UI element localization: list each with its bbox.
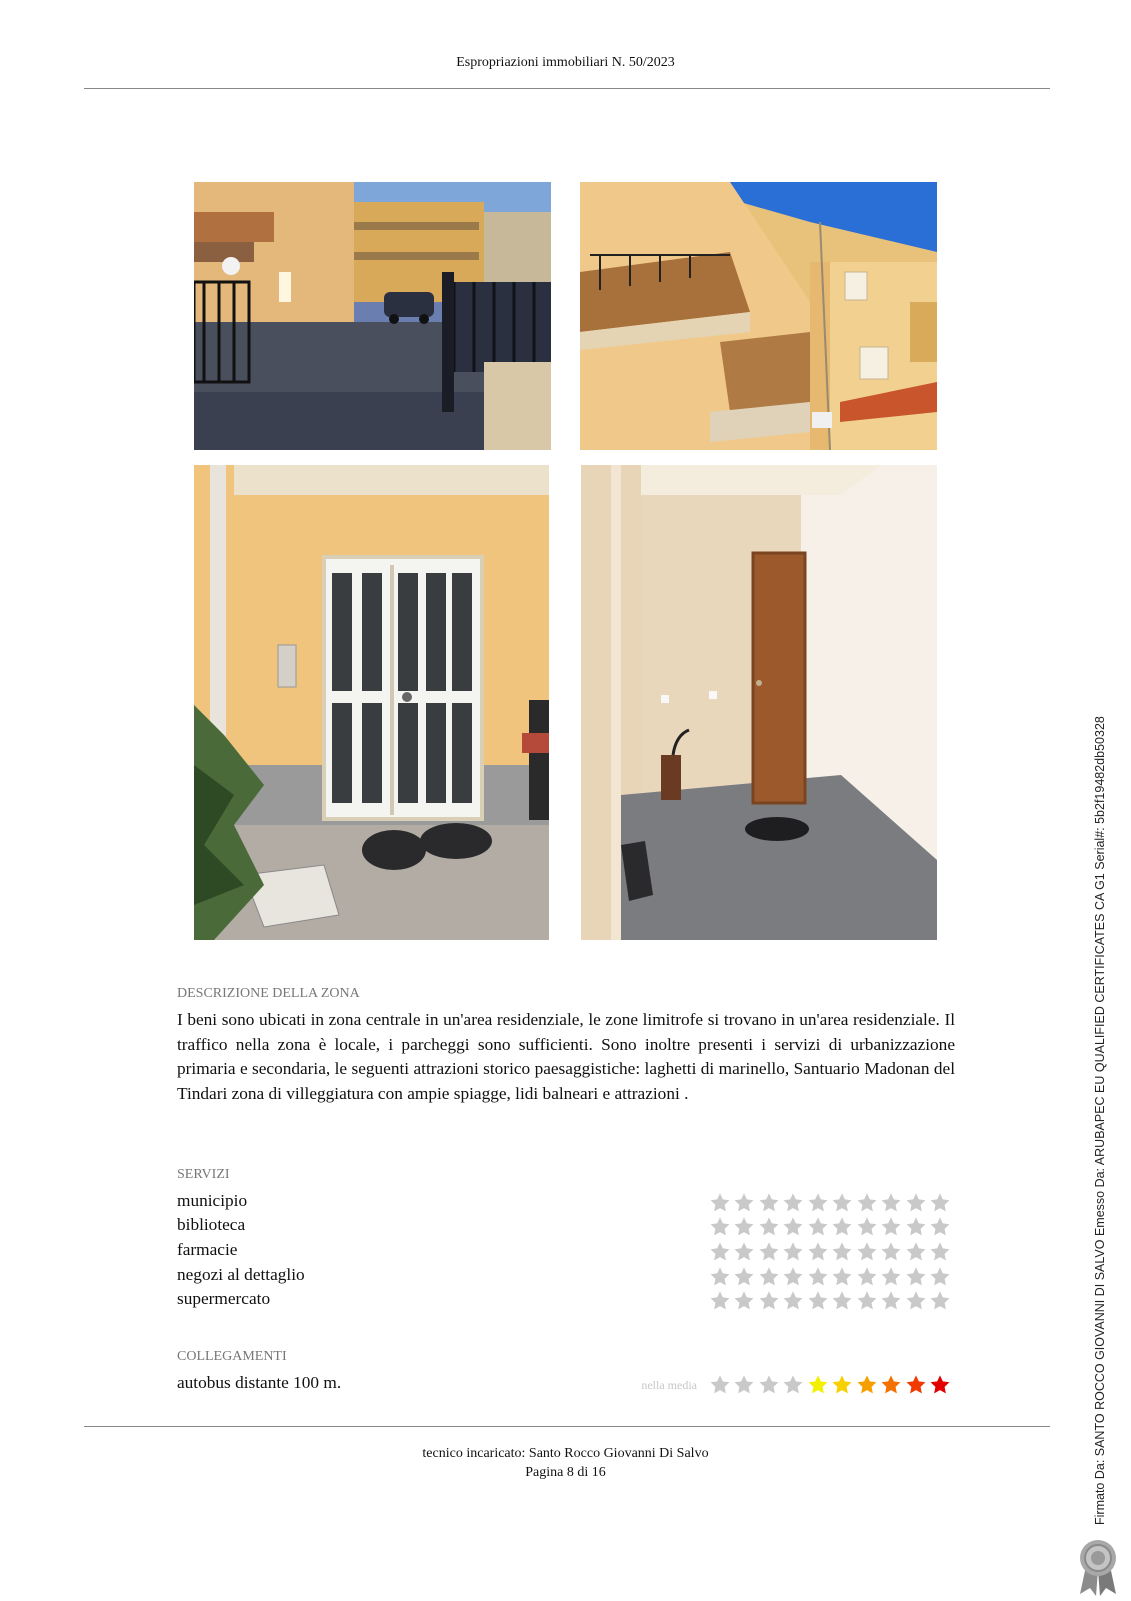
connections-section-title: COLLEGAMENTI: [177, 1349, 287, 1364]
zone-description: I beni sono ubicati in zona centrale in un'area residenziale, le zone limitrofe si trovano in un'area residenziale. Il traffico nella zona è locale, i parcheggi sono sufficienti. Sono inoltre presenti i servizi di urbanizzazione primaria e secondaria, le seguenti attrazioni storico paesaggistiche: laghetti di marinello, Santuario Madonan del Tindari zona di villeggiatura con ampie spiagge, lidi balneari e attrazioni .: [177, 1010, 955, 1103]
star-filled-icon: [831, 1374, 853, 1396]
photo-facade: [580, 182, 937, 450]
star-filled-icon: [880, 1374, 902, 1396]
service-row: [177, 1240, 955, 1264]
star-empty-icon: [929, 1192, 951, 1214]
digital-signature-text: Firmato Da: SANTO ROCCO GIOVANNI DI SALVO Emesso Da: ARUBAPEC EU QUALIFIED CERTIFICATES CA G1 Serial#: 5b2f19482db50328: [1093, 716, 1107, 1525]
service-label: municipio: [177, 1191, 248, 1210]
star-empty-icon: [929, 1290, 951, 1312]
service-row: [177, 1215, 955, 1239]
star-empty-icon: [758, 1216, 780, 1238]
star-empty-icon: [758, 1290, 780, 1312]
star-empty-icon: [733, 1192, 755, 1214]
star-empty-icon: [831, 1192, 853, 1214]
star-empty-icon: [709, 1374, 731, 1396]
star-empty-icon: [880, 1216, 902, 1238]
footer-divider: [84, 1426, 1050, 1427]
star-empty-icon: [782, 1266, 804, 1288]
star-empty-icon: [856, 1241, 878, 1263]
connection-row: [177, 1373, 955, 1397]
star-empty-icon: [905, 1266, 927, 1288]
service-label: farmacie: [177, 1240, 238, 1259]
star-empty-icon: [929, 1266, 951, 1288]
star-rating: [709, 1216, 952, 1238]
star-rating: [709, 1266, 952, 1288]
service-row: [177, 1191, 955, 1215]
star-empty-icon: [905, 1192, 927, 1214]
star-empty-icon: [709, 1290, 731, 1312]
star-filled-icon: [856, 1374, 878, 1396]
star-filled-icon: [807, 1374, 829, 1396]
star-empty-icon: [782, 1374, 804, 1396]
star-empty-icon: [709, 1192, 731, 1214]
star-empty-icon: [709, 1266, 731, 1288]
star-empty-icon: [905, 1290, 927, 1312]
rating-note: nella media: [641, 1378, 697, 1392]
star-empty-icon: [782, 1216, 804, 1238]
star-rating: [709, 1374, 952, 1396]
star-empty-icon: [880, 1290, 902, 1312]
service-label: biblioteca: [177, 1215, 246, 1234]
star-empty-icon: [905, 1216, 927, 1238]
star-empty-icon: [856, 1192, 878, 1214]
footer-technician: tecnico incaricato: Santo Rocco Giovanni Di Salvo: [422, 1446, 709, 1461]
star-empty-icon: [758, 1192, 780, 1214]
header-divider: [84, 88, 1050, 89]
star-rating: [709, 1290, 952, 1312]
star-empty-icon: [758, 1374, 780, 1396]
star-empty-icon: [807, 1290, 829, 1312]
zone-section-title: DESCRIZIONE DELLA ZONA: [177, 986, 360, 1001]
star-empty-icon: [831, 1266, 853, 1288]
star-empty-icon: [905, 1241, 927, 1263]
services-section-title: SERVIZI: [177, 1167, 230, 1182]
service-row: [177, 1265, 955, 1289]
star-empty-icon: [782, 1241, 804, 1263]
star-empty-icon: [758, 1266, 780, 1288]
connection-label: autobus distante 100 m.: [177, 1373, 342, 1392]
service-row: [177, 1289, 955, 1313]
star-empty-icon: [807, 1192, 829, 1214]
star-empty-icon: [733, 1374, 755, 1396]
footer-page-number: Pagina 8 di 16: [525, 1465, 606, 1480]
service-label: negozi al dettaglio: [177, 1265, 305, 1284]
star-empty-icon: [856, 1216, 878, 1238]
star-empty-icon: [831, 1290, 853, 1312]
star-empty-icon: [733, 1216, 755, 1238]
star-empty-icon: [709, 1241, 731, 1263]
star-empty-icon: [880, 1266, 902, 1288]
star-filled-icon: [905, 1374, 927, 1396]
star-empty-icon: [831, 1216, 853, 1238]
page-header: Espropriazioni immobiliari N. 50/2023: [456, 55, 675, 70]
star-empty-icon: [831, 1241, 853, 1263]
photo-entrance: [194, 465, 549, 940]
star-empty-icon: [807, 1241, 829, 1263]
star-empty-icon: [856, 1290, 878, 1312]
star-empty-icon: [880, 1192, 902, 1214]
photo-courtyard: [194, 182, 551, 450]
photo-hallway: [581, 465, 937, 940]
star-rating: [709, 1241, 952, 1263]
star-empty-icon: [733, 1241, 755, 1263]
star-empty-icon: [807, 1266, 829, 1288]
service-label: supermercato: [177, 1289, 271, 1308]
star-empty-icon: [709, 1216, 731, 1238]
star-empty-icon: [929, 1241, 951, 1263]
star-filled-icon: [929, 1374, 951, 1396]
star-empty-icon: [782, 1192, 804, 1214]
star-empty-icon: [856, 1266, 878, 1288]
star-empty-icon: [733, 1290, 755, 1312]
star-empty-icon: [758, 1241, 780, 1263]
star-empty-icon: [880, 1241, 902, 1263]
star-empty-icon: [807, 1216, 829, 1238]
star-empty-icon: [733, 1266, 755, 1288]
star-empty-icon: [929, 1216, 951, 1238]
star-rating: [709, 1192, 952, 1214]
signature-seal-icon: [1078, 1538, 1118, 1596]
star-empty-icon: [782, 1290, 804, 1312]
